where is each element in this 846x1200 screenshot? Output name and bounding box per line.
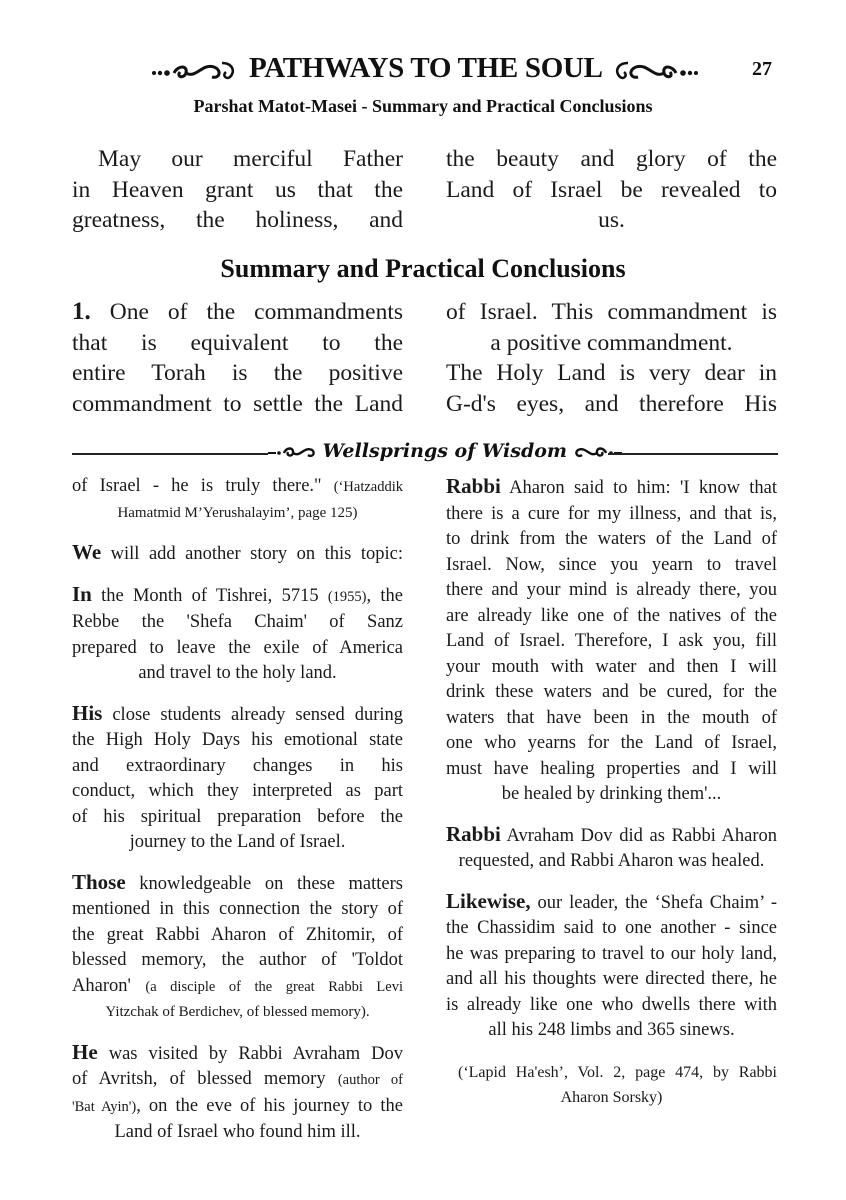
right-flourish-ornament-icon	[608, 57, 700, 83]
wellsprings-title: Wellsprings of Wisdom	[322, 440, 567, 462]
text-line: greatness, the holiness, and	[72, 207, 403, 233]
text-line: Those knowledgeable on these matters	[72, 869, 403, 894]
text-line: of his spiritual preparation before the	[72, 806, 403, 827]
text-line: the Chassidim said to one another - since	[446, 918, 777, 938]
text-line: entire Torah is the positive	[72, 360, 403, 386]
lead-word: His	[72, 700, 103, 725]
paragraph-likewise	[446, 889, 777, 1044]
text-line: a positive commandment.	[490, 329, 733, 356]
text-line: must have healing properties and I will	[446, 758, 777, 779]
text-line: of Israel - he is truly there." (‘Hatzaddik	[72, 476, 403, 496]
wellsprings-heading	[268, 440, 608, 462]
text-line: May our merciful Father	[98, 146, 403, 172]
text-line: His close students already sensed during	[72, 700, 404, 725]
summary-right-column	[446, 297, 777, 419]
paragraph-he	[72, 1040, 403, 1146]
text-line: the beauty and glory of the	[446, 146, 777, 172]
text-line: In the Month of Tishrei, 5715 (1955), the	[72, 581, 404, 606]
text-line: Land of Israel. Therefore, I ask you, fill	[446, 631, 777, 651]
text-line: 1. One of the commandments	[72, 298, 403, 325]
wellsprings-divider	[72, 440, 778, 468]
lead-word: Rabbi	[446, 821, 501, 846]
text-line: Aharon' (a disciple of the great Rabbi Levi	[72, 975, 403, 996]
text-line: Yitzchak of Berdichev, of blessed memory).	[105, 1004, 370, 1020]
text-line: Land of Israel be revealed to	[446, 176, 777, 203]
text-line: mentioned in this connection the story of	[72, 899, 403, 919]
paragraph-quote-end	[72, 474, 403, 526]
text-line: We will add another story on this topic:	[72, 540, 403, 564]
text-line: the High Holy Days his emotional state	[72, 730, 403, 750]
paragraph-rabbi-aharon	[446, 474, 777, 808]
text-line: Rabbi Aharon said to him: 'I know that	[446, 474, 777, 498]
text-line: and travel to the holy land.	[138, 663, 337, 683]
text-line: to drink from the waters of the Land of	[446, 529, 777, 549]
citation	[446, 1060, 777, 1111]
text-line: that is equivalent to the	[72, 329, 403, 356]
divider-rule-left	[72, 453, 268, 455]
text-line: conduct, which they interpreted as part	[72, 781, 403, 801]
lead-word: Rabbi	[446, 474, 501, 498]
text-line: of Avritsh, of blessed memory (author of	[72, 1069, 404, 1089]
section-title: Summary and Practical Conclusions	[220, 254, 626, 283]
page-number: 27	[752, 58, 772, 80]
intro-left-column	[72, 144, 403, 236]
text-line: are already like one of the natives of the	[446, 605, 777, 626]
text-line: Rebbe the 'Shefa Chaim' of Sanz	[72, 612, 403, 632]
paragraph-his	[72, 701, 403, 856]
text-line: the great Rabbi Aharon of Zhitomir, of	[72, 924, 403, 945]
left-scroll-ornament-icon	[268, 443, 316, 461]
text-line: is already like one who dwells there with	[446, 994, 777, 1015]
item-number: 1.	[72, 298, 91, 325]
text-line: in Heaven grant us that the	[72, 176, 403, 203]
wellsprings-right-column	[446, 474, 777, 1122]
text-line: Israel. Now, since you yearn to travel	[446, 554, 777, 575]
text-line: and all his thoughts were directed there, he	[446, 969, 777, 989]
chapter-subtitle: Parshat Matot-Masei - Summary and Practical Conclusions	[193, 96, 653, 116]
left-flourish-ornament-icon	[150, 57, 242, 83]
text-line: Aharon Sorsky)	[560, 1089, 663, 1106]
summary-left-column	[72, 297, 403, 419]
text-line: prepared to leave the exile of America	[72, 637, 403, 658]
lead-word: We	[72, 540, 102, 564]
text-line: he was preparing to travel to our holy land,	[446, 943, 777, 964]
text-line: waters that have been in the mouth of	[446, 707, 777, 728]
book-title-text: PATHWAYS TO THE SOUL	[248, 52, 602, 84]
text-line: all his 248 limbs and 365 sinews.	[488, 1020, 735, 1040]
text-line: G-d's eyes, and therefore His	[446, 390, 777, 417]
text-line: The Holy Land is very dear in	[446, 360, 777, 386]
text-line: Hamatmid M’Yerushalayim’, page 125)	[117, 504, 358, 521]
lead-word: Likewise,	[446, 888, 531, 913]
paragraph-in	[72, 582, 403, 687]
paragraph-we	[72, 540, 403, 568]
text-line: blessed memory, the author of 'Toldot	[72, 950, 403, 970]
text-line: there and your mind is already there, you	[446, 580, 777, 600]
divider-rule-right	[608, 453, 778, 455]
text-line: your mouth with water and then I will	[446, 656, 777, 677]
running-head	[0, 52, 846, 88]
paragraph-those	[72, 870, 403, 1026]
text-line: He was visited by Rabbi Avraham Dov	[72, 1039, 404, 1064]
text-line: Land of Israel who found him ill.	[114, 1122, 361, 1142]
text-line: there is a cure for my illness, and that is,	[446, 503, 777, 524]
text-line: drink these waters and be cured, for the	[446, 682, 777, 702]
lead-word: He	[72, 1039, 98, 1064]
intro-right-column	[446, 144, 777, 236]
text-line: (‘Lapid Ha'esh’, Vol. 2, page 474, by Rabbi	[458, 1063, 777, 1081]
paragraph-rabbi-avraham	[446, 822, 777, 875]
text-line: and extraordinary changes in his	[72, 755, 403, 776]
text-line: requested, and Rabbi Aharon was healed.	[458, 851, 765, 871]
wellsprings-left-column	[72, 474, 403, 1157]
text-line: commandment to settle the Land	[72, 390, 403, 417]
text-line: 'Bat Ayin'), on the eve of his journey to the	[72, 1095, 404, 1116]
book-title	[130, 52, 720, 85]
text-line: Rabbi Avraham Dov did as Rabbi Aharon	[446, 821, 777, 846]
text-line: Likewise, our leader, the ‘Shefa Chaim’ -	[446, 888, 777, 913]
text-line: journey to the Land of Israel.	[129, 832, 346, 852]
right-scroll-ornament-icon	[574, 443, 622, 461]
lead-word: In	[72, 581, 92, 606]
text-line: us.	[598, 207, 625, 233]
lead-word: Those	[72, 869, 126, 894]
text-line: one who yearns for the Land of Israel,	[446, 733, 777, 753]
text-line: of Israel. This commandment is	[446, 299, 777, 325]
text-line: be healed by drinking them'...	[501, 784, 722, 804]
